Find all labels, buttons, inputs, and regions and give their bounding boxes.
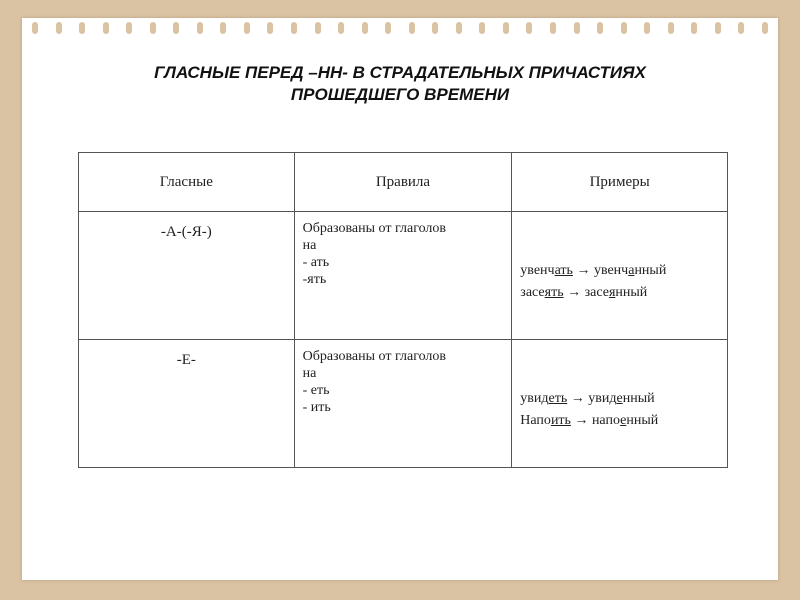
rule-line: Образованы от глаголов — [302, 349, 447, 364]
example-line: увенчать → увенчанный — [520, 263, 667, 278]
example-cell — [512, 212, 728, 340]
table-header-row — [79, 153, 728, 212]
title-line-1: ГЛАСНЫЕ ПЕРЕД –НН- В СТРАДАТЕЛЬНЫХ ПРИЧАСТИЯХ — [154, 63, 646, 82]
example-cell — [512, 340, 728, 468]
binder-holes — [22, 22, 778, 36]
rule-cell — [294, 340, 512, 468]
rule-line: - ить — [302, 400, 331, 415]
rule-line: на — [302, 238, 317, 253]
rules-table — [78, 152, 728, 468]
slide-title — [0, 62, 800, 106]
vowel-cell: -А-(-Я-) — [79, 212, 295, 340]
rule-line: -ять — [302, 272, 327, 287]
rule-line: - ать — [302, 255, 330, 270]
example-line: увидеть → увиденный — [520, 391, 655, 406]
rule-line: Образованы от глаголов — [302, 221, 447, 236]
header-rules: Правила — [294, 153, 512, 212]
rule-line: на — [302, 366, 317, 381]
header-examples: Примеры — [512, 153, 728, 212]
header-vowels: Гласные — [79, 153, 295, 212]
rule-cell — [294, 212, 512, 340]
vowel-cell: -Е- — [79, 340, 295, 468]
rule-line: - еть — [302, 383, 330, 398]
title-line-2: ПРОШЕДШЕГО ВРЕМЕНИ — [290, 85, 510, 104]
example-line: Напоить → напоенный — [520, 413, 659, 428]
table-row — [79, 212, 728, 340]
example-line: засеять → засеянный — [520, 285, 648, 300]
table-row — [79, 340, 728, 468]
